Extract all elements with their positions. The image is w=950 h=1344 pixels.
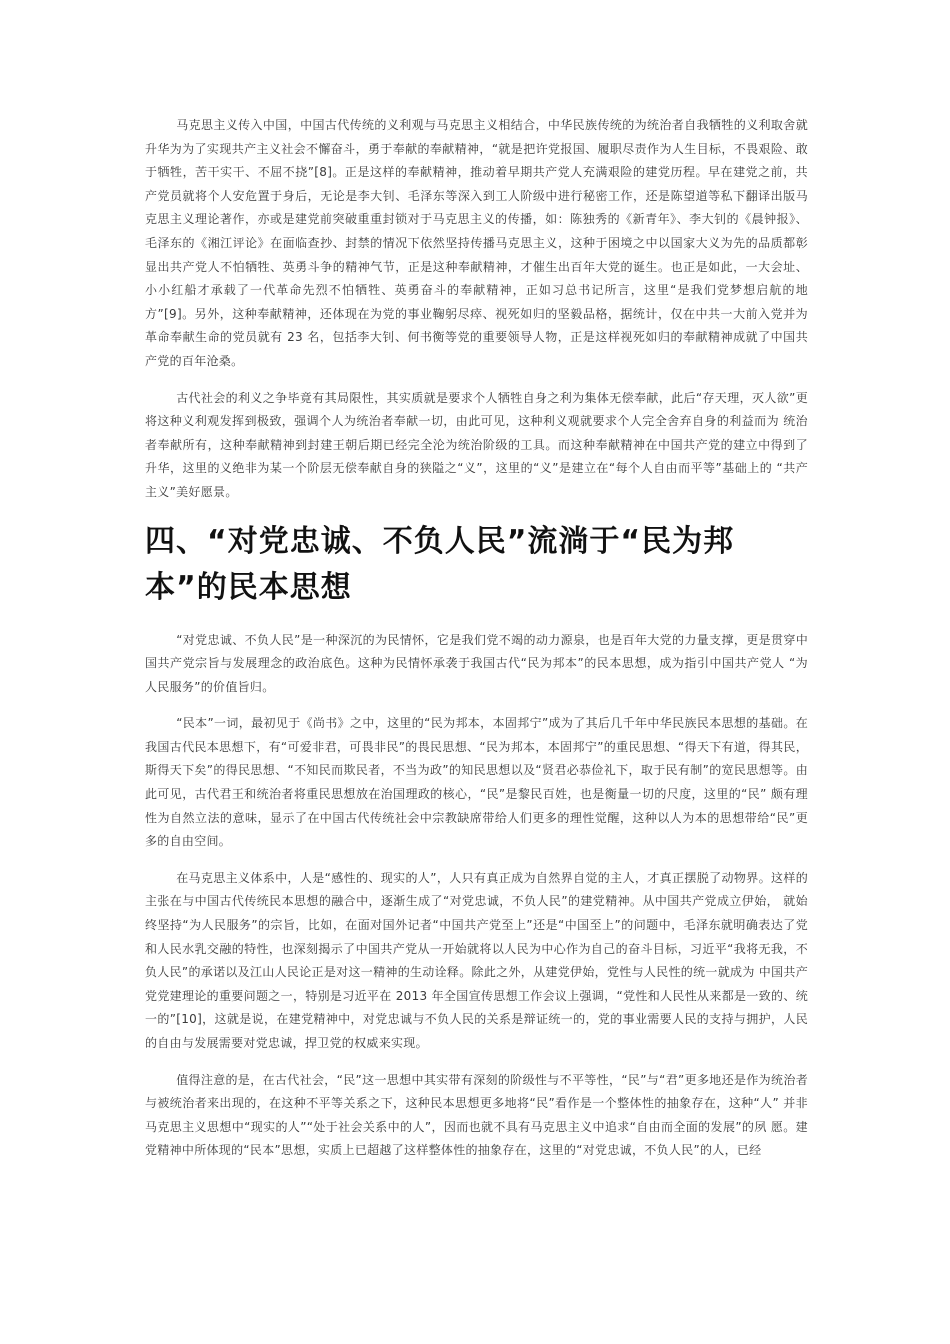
paragraph-dedication-spirit: 马克思主义传入中国，中国古代传统的义利观与马克思主义相结合，中华民族传统的为统治者自我牺牲的义利取舍就升华为为了实现共产主义社会不懈奋斗，勇于奉献的奉献精神，“就是把许党报国、履职尽责作为人生目标，不畏艰险、敢于牺牲，苦干实干、不屈不挠”[8]。正是这样的奉献精神，推动着早期共产党人充满艰险的建党历程。早在建党之前，共产党员就将个人安危置于身后，无论是李大钊、毛泽东等深入到工人阶级中进行秘密工作，还是陈望道等私下翻译出版马克思主义理论著作，亦或是建党前突破重重封锁对于马克思主义的传播，如：陈独秀的《新青年》、李大钊的《晨钟报》、毛泽东的《湘江评论》在面临查抄、封禁的情况下依然坚持传播马克思主义，这种于困境之中以国家大义为先的品质都彰显出共产党人不怕牺牲、英勇斗争的精神气节，正是这种奉献精神，才催生出百年大党的诞生。也正是如此，一大会址、小小红船才承载了一代革命先烈不怕牺牲、英勇奋斗的奉献精神，正如习总书记所言，这里“是我们党梦想启航的地方”[9]。另外，这种奉献精神，还体现在为党的事业鞠躬尽瘁、视死如归的坚毅品格，据统计，仅在中共一大前入党并为革命奉献生命的党员就有 23 名，包括李大钊、何书衡等党的重要领导人物，正是这样视死如归的奉献精神成就了中国共产党的百年沧桑。	[145, 118, 808, 368]
article-body	[145, 114, 808, 1176]
paragraph-noteworthy: 值得注意的是，在古代社会，“民”这一思想中其实带有深刻的阶级性与不平等性，“民”与“君”更多地还是作为统治者与被统治者来出现的，在这种不平等关系之下，这种民本思想更多地将“民”看作是一个整体性的抽象存在，这种“人” 并非马克思主义思想中“现实的人”“处于社会关系中的人”，因而也就不具有马克思主义中追求“自由而全面的发展”的夙 愿。建党精神中所体现的“民本”思想，实质上已超越了这样整体性的抽象存在，这里的“对党忠诚，不负人民”的人，已经	[145, 1072, 808, 1158]
paragraph-minben-origin: “民本”一词，最初见于《尚书》之中，这里的“民为邦本，本固邦宁”成为了其后几千年中华民族民本思想的基础。在我国古代民本思想下，有“可爱非君，可畏非民”的畏民思想、“民为邦本，本固邦宁”的重民思想、“得天下有道，得其民，斯得天下矣”的得民思想、“不知民而欺民者，不当为政”的知民思想以及“贤君必恭俭礼下，取于民有制”的宽民思想等。由此可见，古代君王和统治者将重民思想放在治国理政的核心，“民”是黎民百姓，也是衡量一切的尺度，这里的“民” 颇有理性为自然立法的意味，显示了在中国古代传统社会中宗教缺席带给人们更多的理性觉醒，这种以人为本的思想带给“民”更多的自由空间。	[145, 716, 808, 849]
section-heading-four: 四、“对党忠诚、不负人民”流淌于“民为邦本”的民本思想	[145, 523, 735, 605]
paragraph-ancient-righteousness-limits: 古代社会的利义之争毕竟有其局限性，其实质就是要求个人牺牲自身之利为集体无偿奉献，此后“存天理，灭人欲”更将这种义利观发挥到极致，强调个人为统治者奉献一切，由此可见，这种利义观就要求个人完全舍弃自身的利益而为 统治者奉献所有，这种奉献精神到封建王朝后期已经完全沦为统治阶级的工具。而这种奉献精神在中国共产党的建立中得到了升华，这里的义绝非为某一个阶层无偿奉献自身的狭隘之“义”，这里的“义”是建立在“每个人自由而平等”基础上的 “共产主义”美好愿景。	[145, 390, 808, 499]
paragraph-loyalty-intro: “对党忠诚、不负人民”是一种深沉的为民情怀，它是我们党不竭的动力源泉，也是百年大党的力量支撑，更是贯穿中国共产党宗旨与发展理念的政治底色。这种为民情怀承袭于我国古代“民为邦本”的民本思想，成为指引中国共产党人 “为人民服务”的价值旨归。	[145, 632, 808, 694]
paragraph-marxism-people: 在马克思主义体系中，人是“感性的、现实的人”，人只有真正成为自然界自觉的主人，才真正摆脱了动物界。这样的主张在与中国古代传统民本思想的融合中，逐渐生成了“对党忠诚，不负人民”的建党精神。从中国共产党成立伊始， 就始终坚持“为人民服务”的宗旨，比如，在面对国外记者“中国共产党至上”还是“中国至上”的问题中，毛泽东就明确表达了党和人民水乳交融的特性，也深刻揭示了中国共产党从一开始就将以人民为中心作为自己的奋斗目标，习近平“我将无我，不负人民”的承诺以及江山人民论正是对这一精神的生动诠释。除此之外，从建党伊始，党性与人民性的统一就成为 中国共产党党建理论的重要问题之一，特别是习近平在 2013 年全国宣传思想工作会议上强调，“党性和人民性从来都是一致的、统一的”[10]，这就是说，在建党精神中，对党忠诚与不负人民的关系是辩证统一的，党的事业需要人民的支持与拥护，人民的自由与发展需要对党忠诚，捍卫党的权威来实现。	[145, 870, 808, 1050]
